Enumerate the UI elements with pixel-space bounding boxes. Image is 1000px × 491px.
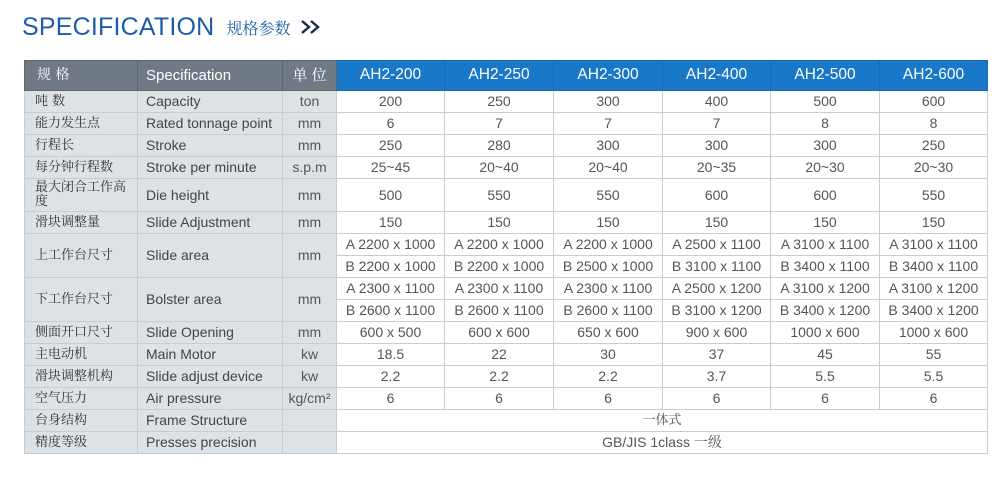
- row-label-en: Capacity: [138, 91, 283, 113]
- table-cell: 7: [554, 113, 663, 135]
- row-label-en: Slide Opening: [138, 322, 283, 344]
- row-label-cn: 能力发生点: [25, 113, 138, 135]
- table-cell: 600 x 500: [337, 322, 445, 344]
- table-cell: 6: [771, 388, 880, 410]
- table-row: [25, 234, 988, 256]
- col-header-unit: 单 位: [283, 61, 337, 91]
- row-label-en: Air pressure: [138, 388, 283, 410]
- table-cell: B 2600 x 1100: [554, 300, 663, 322]
- row-unit: mm: [283, 179, 337, 212]
- table-row: [25, 366, 988, 388]
- row-unit: ton: [283, 91, 337, 113]
- table-cell: 20~30: [771, 157, 880, 179]
- row-label-en: Stroke per minute: [138, 157, 283, 179]
- table-cell: B 2200 x 1000: [337, 256, 445, 278]
- row-unit: mm: [283, 278, 337, 322]
- table-cell: 25~45: [337, 157, 445, 179]
- table-cell: 30: [554, 344, 663, 366]
- row-unit: kw: [283, 344, 337, 366]
- table-cell: 650 x 600: [554, 322, 663, 344]
- table-cell: 20~40: [554, 157, 663, 179]
- table-cell: A 3100 x 1200: [880, 278, 988, 300]
- table-cell: 400: [663, 91, 771, 113]
- table-cell: A 2500 x 1200: [663, 278, 771, 300]
- col-header-model: AH2-200: [337, 61, 445, 91]
- table-cell: 20~30: [880, 157, 988, 179]
- table-cell: B 3400 x 1100: [880, 256, 988, 278]
- table-cell: 5.5: [880, 366, 988, 388]
- double-chevron-right-icon: [300, 19, 322, 35]
- table-cell: A 2300 x 1100: [445, 278, 554, 300]
- table-cell: 150: [880, 212, 988, 234]
- col-header-model: AH2-400: [663, 61, 771, 91]
- table-cell: A 2300 x 1100: [554, 278, 663, 300]
- table-cell: 600 x 600: [445, 322, 554, 344]
- table-cell: B 3400 x 1200: [771, 300, 880, 322]
- row-label-cn: 最大闭合工作高度: [25, 179, 138, 212]
- merged-cell: 一体式: [337, 410, 988, 432]
- col-header-en: Specification: [138, 61, 283, 91]
- table-cell: A 2200 x 1000: [554, 234, 663, 256]
- row-label-en: Bolster area: [138, 278, 283, 322]
- table-row: [25, 410, 988, 432]
- table-cell: 8: [771, 113, 880, 135]
- table-cell: 18.5: [337, 344, 445, 366]
- table-cell: 6: [554, 388, 663, 410]
- table-cell: 150: [337, 212, 445, 234]
- row-label-en: Frame Structure: [138, 410, 283, 432]
- table-cell: 300: [771, 135, 880, 157]
- table-cell: 600: [771, 179, 880, 212]
- row-label-en: Slide Adjustment: [138, 212, 283, 234]
- table-cell: 300: [554, 91, 663, 113]
- table-cell: 2.2: [554, 366, 663, 388]
- row-unit: mm: [283, 113, 337, 135]
- table-cell: A 3100 x 1100: [880, 234, 988, 256]
- table-row: [25, 212, 988, 234]
- col-header-model: AH2-500: [771, 61, 880, 91]
- table-cell: 550: [880, 179, 988, 212]
- row-label-en: Rated tonnage point: [138, 113, 283, 135]
- table-cell: 3.7: [663, 366, 771, 388]
- table-cell: 250: [337, 135, 445, 157]
- row-label-en: Die height: [138, 179, 283, 212]
- table-row: [25, 388, 988, 410]
- table-cell: 500: [337, 179, 445, 212]
- table-cell: 6: [663, 388, 771, 410]
- table-cell: A 3100 x 1200: [771, 278, 880, 300]
- row-label-en: Main Motor: [138, 344, 283, 366]
- table-cell: 6: [337, 388, 445, 410]
- table-row: [25, 135, 988, 157]
- specification-table: [24, 60, 988, 454]
- col-header-model: AH2-600: [880, 61, 988, 91]
- table-cell: 250: [880, 135, 988, 157]
- table-cell: 7: [663, 113, 771, 135]
- table-cell: 6: [445, 388, 554, 410]
- table-cell: 300: [663, 135, 771, 157]
- table-cell: B 2500 x 1000: [554, 256, 663, 278]
- table-cell: 22: [445, 344, 554, 366]
- page-header: [22, 12, 322, 42]
- row-label-cn: 每分钟行程数: [25, 157, 138, 179]
- title-cn: 规格参数: [226, 18, 291, 38]
- table-row: [25, 157, 988, 179]
- table-row: [25, 278, 988, 300]
- table-cell: 150: [554, 212, 663, 234]
- table-cell: 300: [554, 135, 663, 157]
- table-cell: 900 x 600: [663, 322, 771, 344]
- header-row: [25, 61, 988, 91]
- row-label-cn: 精度等级: [25, 432, 138, 454]
- table-cell: A 2200 x 1000: [445, 234, 554, 256]
- table-cell: 150: [445, 212, 554, 234]
- row-unit: kw: [283, 366, 337, 388]
- col-header-model: AH2-250: [445, 61, 554, 91]
- row-label-cn: 台身结构: [25, 410, 138, 432]
- row-unit: mm: [283, 135, 337, 157]
- table-cell: B 2600 x 1100: [445, 300, 554, 322]
- table-cell: B 3100 x 1200: [663, 300, 771, 322]
- title-en: SPECIFICATION: [22, 12, 215, 41]
- row-label-cn: 滑块调整量: [25, 212, 138, 234]
- table-cell: 6: [880, 388, 988, 410]
- table-cell: A 2200 x 1000: [337, 234, 445, 256]
- row-label-en: Slide area: [138, 234, 283, 278]
- table-cell: 150: [663, 212, 771, 234]
- row-label-cn: 主电动机: [25, 344, 138, 366]
- table-row: [25, 322, 988, 344]
- table-cell: 550: [554, 179, 663, 212]
- table-cell: A 3100 x 1100: [771, 234, 880, 256]
- row-label-cn: 上工作台尺寸: [25, 234, 138, 278]
- row-label-en: Stroke: [138, 135, 283, 157]
- table-cell: 20~40: [445, 157, 554, 179]
- table-cell: 150: [771, 212, 880, 234]
- table-cell: 37: [663, 344, 771, 366]
- row-label-cn: 滑块调整机构: [25, 366, 138, 388]
- table-cell: 250: [445, 91, 554, 113]
- col-header-model: AH2-300: [554, 61, 663, 91]
- table-cell: 7: [445, 113, 554, 135]
- table-cell: B 3400 x 1200: [880, 300, 988, 322]
- table-cell: 1000 x 600: [771, 322, 880, 344]
- table-cell: 55: [880, 344, 988, 366]
- table-cell: 6: [337, 113, 445, 135]
- row-label-en: Slide adjust device: [138, 366, 283, 388]
- table-cell: 600: [663, 179, 771, 212]
- table-cell: 20~35: [663, 157, 771, 179]
- row-label-en: Presses precision: [138, 432, 283, 454]
- row-unit: mm: [283, 322, 337, 344]
- table-cell: 550: [445, 179, 554, 212]
- merged-cell: GB/JIS 1class 一级: [337, 432, 988, 454]
- row-label-cn: 下工作台尺寸: [25, 278, 138, 322]
- table-cell: B 3100 x 1100: [663, 256, 771, 278]
- table-cell: 500: [771, 91, 880, 113]
- row-unit: s.p.m: [283, 157, 337, 179]
- table-cell: 2.2: [337, 366, 445, 388]
- table-cell: 1000 x 600: [880, 322, 988, 344]
- table-cell: 8: [880, 113, 988, 135]
- table-row: [25, 113, 988, 135]
- table-row: [25, 344, 988, 366]
- table-row: [25, 432, 988, 454]
- row-unit: mm: [283, 212, 337, 234]
- row-unit: kg/cm²: [283, 388, 337, 410]
- table-cell: 45: [771, 344, 880, 366]
- table-cell: 5.5: [771, 366, 880, 388]
- table-row: [25, 179, 988, 212]
- table-cell: 2.2: [445, 366, 554, 388]
- col-header-cn: 规 格: [25, 61, 138, 91]
- table-cell: 280: [445, 135, 554, 157]
- row-label-cn: 行程长: [25, 135, 138, 157]
- table-cell: B 2600 x 1100: [337, 300, 445, 322]
- row-label-cn: 吨 数: [25, 91, 138, 113]
- row-label-cn: 空气压力: [25, 388, 138, 410]
- table-cell: B 3400 x 1100: [771, 256, 880, 278]
- table-cell: 600: [880, 91, 988, 113]
- table-cell: A 2300 x 1100: [337, 278, 445, 300]
- row-unit: [283, 432, 337, 454]
- table-cell: A 2500 x 1100: [663, 234, 771, 256]
- row-unit: mm: [283, 234, 337, 278]
- table-cell: 200: [337, 91, 445, 113]
- row-unit: [283, 410, 337, 432]
- table-cell: B 2200 x 1000: [445, 256, 554, 278]
- row-label-cn: 侧面开口尺寸: [25, 322, 138, 344]
- table-row: [25, 91, 988, 113]
